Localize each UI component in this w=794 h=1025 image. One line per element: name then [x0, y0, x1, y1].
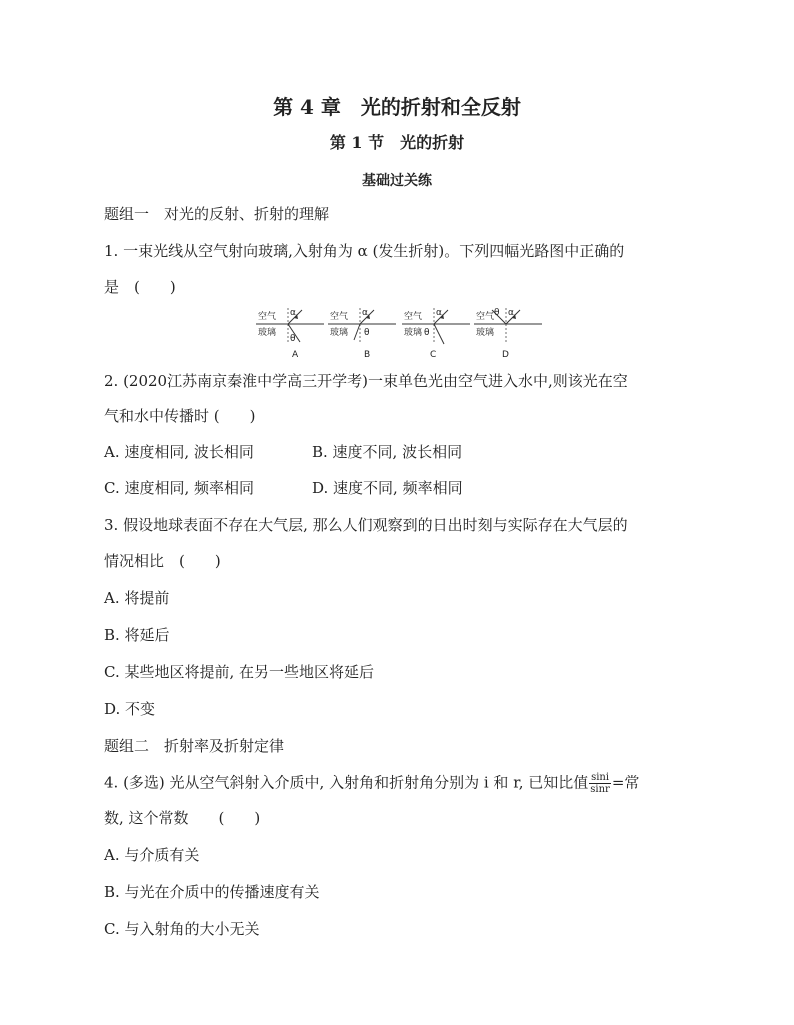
diagram-a-air-label: 空气 — [258, 312, 277, 322]
diagram-a-label: A — [292, 350, 299, 360]
diagram-a-theta: θ — [290, 334, 296, 344]
diagram-a-glass-label: 玻璃 — [258, 328, 277, 338]
diagram-c — [400, 304, 472, 362]
diagram-c-glass-label: 玻璃 — [404, 328, 423, 338]
diagram-d-label: D — [502, 350, 509, 360]
question-3-option-b: B. 将延后 — [104, 626, 170, 644]
question-4-text-end: =常 — [611, 773, 640, 792]
question-3-line-2: 情况相比 ( ) — [104, 552, 221, 570]
question-2-option-a: A. 速度相同, 波长相同 — [104, 443, 254, 461]
diagram-b — [326, 304, 398, 362]
diagram-a-alpha: α — [290, 308, 296, 318]
question-4-line-2: 数, 这个常数 ( ) — [104, 809, 261, 827]
diagram-c-label: C — [430, 350, 437, 360]
chapter-title: 第 4 章 光的折射和全反射 — [273, 95, 521, 119]
question-4-option-c: C. 与入射角的大小无关 — [104, 920, 260, 938]
diagram-a — [254, 304, 326, 362]
subsection-title: 基础过关练 — [362, 173, 432, 189]
section-title: 第 1 节 光的折射 — [329, 133, 465, 152]
question-3-option-d: D. 不变 — [104, 700, 156, 718]
question-2-line-1: 2. (2020江苏南京秦淮中学高三开学考)一束单色光由空气进入水中,则该光在空 — [104, 372, 628, 390]
diagram-d-air-label: 空气 — [476, 312, 495, 322]
diagram-b-glass-label: 玻璃 — [330, 328, 349, 338]
group2-title: 题组二 折射率及折射定律 — [104, 737, 285, 755]
diagram-b-label: B — [364, 350, 371, 360]
diagram-d-glass-label: 玻璃 — [476, 328, 495, 338]
question-2-option-d: D. 速度不同, 频率相同 — [312, 479, 463, 497]
question-4-text: 4. (多选) 光从空气斜射入介质中, 入射角和折射角分别为 i 和 r, 已知比值 — [104, 773, 589, 792]
question-4-option-a: A. 与介质有关 — [104, 846, 200, 864]
diagram-c-theta: θ — [424, 328, 430, 338]
question-2-option-b: B. 速度不同, 波长相同 — [312, 443, 463, 461]
fraction-denominator: sinr — [590, 784, 610, 795]
question-3-option-c: C. 某些地区将提前, 在另一些地区将延后 — [104, 663, 375, 681]
diagram-b-alpha: α — [362, 308, 368, 318]
question-1-line-2: 是 ( ) — [104, 278, 176, 296]
diagram-c-alpha: α — [436, 308, 442, 318]
diagram-b-theta: θ — [364, 328, 370, 338]
group1-title: 题组一 对光的反射、折射的理解 — [104, 205, 330, 223]
question-2-option-c: C. 速度相同, 频率相同 — [104, 479, 255, 497]
diagram-b-air-label: 空气 — [330, 312, 349, 322]
question-4-option-b: B. 与光在介质中的传播速度有关 — [104, 883, 320, 901]
question-2-line-2: 气和水中传播时 ( ) — [104, 407, 256, 425]
question-1-line-1: 1. 一束光线从空气射向玻璃,入射角为 α (发生折射)。下列四幅光路图中正确的 — [104, 242, 625, 260]
question-3-option-a: A. 将提前 — [104, 589, 170, 607]
diagram-d — [472, 304, 544, 362]
diagram-d-theta: θ — [494, 308, 500, 318]
sin-ratio-fraction — [589, 772, 611, 795]
light-path-diagrams — [254, 304, 544, 362]
question-4-line-1 — [104, 772, 639, 795]
fraction-numerator: sini — [591, 772, 610, 783]
diagram-d-alpha: α — [508, 308, 514, 318]
question-3-line-1: 3. 假设地球表面不存在大气层, 那么人们观察到的日出时刻与实际存在大气层的 — [104, 516, 628, 534]
diagram-c-air-label: 空气 — [404, 312, 423, 322]
